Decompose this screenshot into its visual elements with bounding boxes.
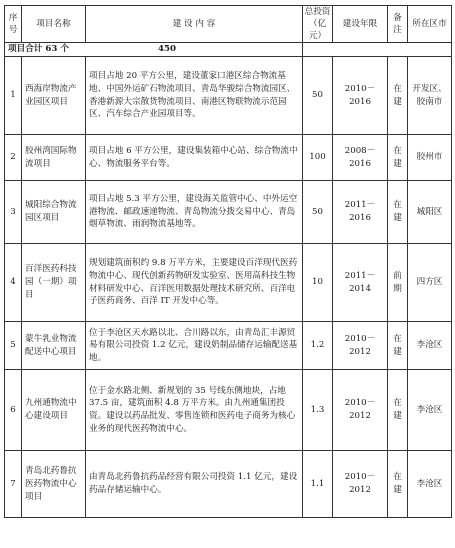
row-district: 李沧区 xyxy=(408,322,452,370)
row-no: 2 xyxy=(5,135,22,181)
row-content: 项目占地 6 平方公里，建设集装箱中心站、综合物流中心、物流服务平台等。 xyxy=(86,135,303,181)
row-note: 在建 xyxy=(388,135,408,181)
row-no: 4 xyxy=(5,244,22,322)
row-years: 2010－2012 xyxy=(333,370,388,451)
row-content: 规划建筑面积约 9.8 万平方米，主要建设百洋现代医药物流中心、现代创新药物研发实验室、医用高科技生物材料研发中心、百洋医用数据处理技术研究所、百洋电子医药商务、百洋 IT 开发中心等。 xyxy=(86,244,303,322)
row-note: 在建 xyxy=(388,370,408,451)
table-row xyxy=(5,370,452,451)
table-row xyxy=(5,451,452,518)
header-content: 建 设 内 容 xyxy=(86,6,303,43)
table-row xyxy=(5,244,452,322)
row-no: 6 xyxy=(5,370,22,451)
row-no: 7 xyxy=(5,451,22,518)
row-name: 百洋医药科技园（一期）项目 xyxy=(22,244,86,322)
row-note: 在建 xyxy=(388,57,408,135)
row-invest: 50 xyxy=(303,57,333,135)
row-invest: 50 xyxy=(303,181,333,244)
summary-label: 项目合计 63 个 xyxy=(5,43,303,57)
row-invest: 10 xyxy=(303,244,333,322)
row-invest: 1.2 xyxy=(303,322,333,370)
header-years: 建设年限 xyxy=(333,6,388,43)
header-invest: 总投资（亿元） xyxy=(303,6,333,43)
row-content: 项目占地 5.3 平方公里，建设海关监管中心、中外运空港物流、邮政速递物流、青岛物流分拨交易中心、青岛烟草物流、雨润物流基地等。 xyxy=(86,181,303,244)
header-no: 序号 xyxy=(5,6,22,43)
row-name: 九州通物流中心建设项目 xyxy=(22,370,86,451)
row-district: 胶州市 xyxy=(408,135,452,181)
row-name: 胶州湾国际物流项目 xyxy=(22,135,86,181)
row-name: 蒙牛乳业物流配送中心项目 xyxy=(22,322,86,370)
header-note: 备注 xyxy=(388,6,408,43)
row-years: 2011－2016 xyxy=(333,181,388,244)
project-table xyxy=(4,5,452,518)
row-content: 由青岛北药鲁抗药品经营有限公司投资 1.1 亿元，建设药品存储运输中心。 xyxy=(86,451,303,518)
row-district: 四方区 xyxy=(408,244,452,322)
row-district: 李沧区 xyxy=(408,451,452,518)
row-invest: 1.3 xyxy=(303,370,333,451)
row-note: 在建 xyxy=(388,181,408,244)
row-district: 开发区、胶南市 xyxy=(408,57,452,135)
row-note: 前期 xyxy=(388,244,408,322)
row-content: 位于金水路北侧、新规划的 35 号线东侧地块，占地 37.5 亩，建筑面积 4.8 万平方米。由九州通集团投资。建设以药品批发、零售连锁和医药电子商务为核心业务的现代医药物流中心。 xyxy=(86,370,303,451)
summary-total: 450 xyxy=(158,44,176,54)
row-years: 2010－2016 xyxy=(333,57,388,135)
row-name: 西海岸物流产业园区项目 xyxy=(22,57,86,135)
table-row xyxy=(5,135,452,181)
row-invest: 1.1 xyxy=(303,451,333,518)
header-row xyxy=(5,6,452,43)
row-no: 1 xyxy=(5,57,22,135)
row-years: 2008－2016 xyxy=(333,135,388,181)
row-note: 在建 xyxy=(388,451,408,518)
summary-row xyxy=(5,43,452,57)
header-district: 所在区市 xyxy=(408,6,452,43)
table-row xyxy=(5,322,452,370)
row-years: 2010－2012 xyxy=(333,451,388,518)
row-name: 城阳综合物流园区项目 xyxy=(22,181,86,244)
row-content: 项目占地 20 平方公里，建设董家口港区综合物流基地、中国外运矿石物流项目、青岛华骏综合物流园区、香港新源大宗散货物流项目、南港区物联物流示范园区、汽车综合产业园项目等。 xyxy=(86,57,303,135)
row-name: 青岛北药鲁抗医药物流中心项目 xyxy=(22,451,86,518)
row-years: 2010－2012 xyxy=(333,322,388,370)
table-row xyxy=(5,57,452,135)
row-no: 5 xyxy=(5,322,22,370)
row-note: 在建 xyxy=(388,322,408,370)
row-content: 位于李沧区天水路以北、合川路以东，由青岛汇丰源贸易有限公司投资 1.2 亿元，建设奶制品储存运输配送基地。 xyxy=(86,322,303,370)
row-no: 3 xyxy=(5,181,22,244)
row-district: 李沧区 xyxy=(408,370,452,451)
summary-total-cell xyxy=(158,43,452,57)
row-district: 城阳区 xyxy=(408,181,452,244)
row-years: 2011－2014 xyxy=(333,244,388,322)
row-invest: 100 xyxy=(303,135,333,181)
table-row xyxy=(5,181,452,244)
header-name: 项目名称 xyxy=(22,6,86,43)
